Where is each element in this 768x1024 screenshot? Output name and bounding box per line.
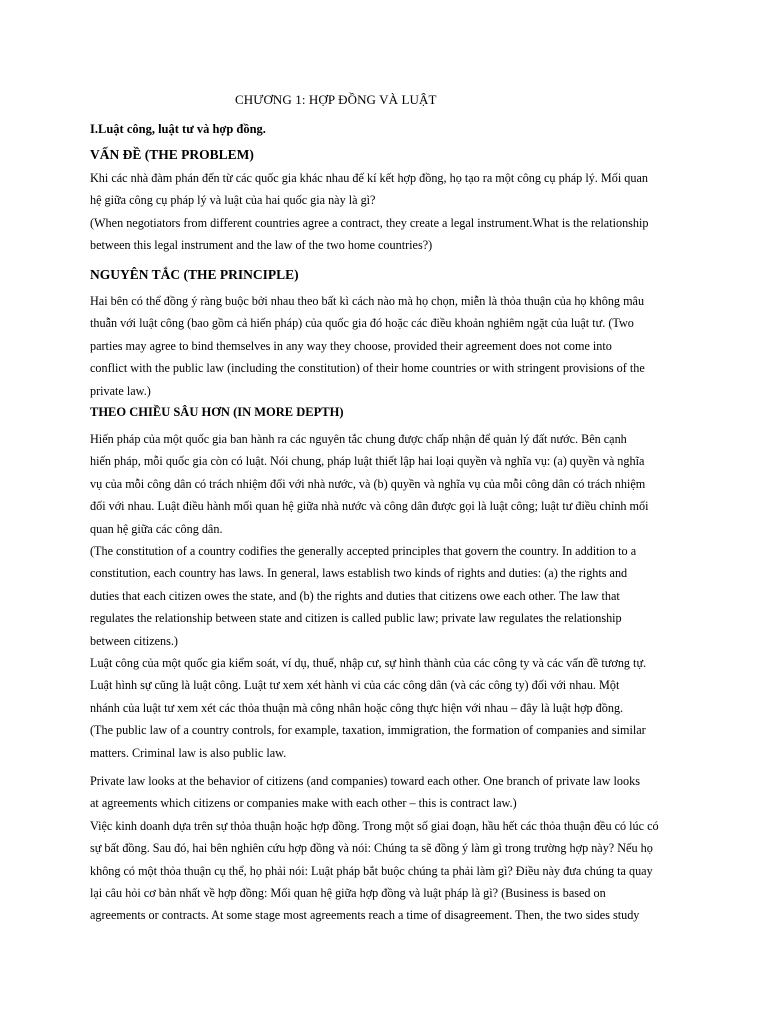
text-line: hệ giữa công cụ pháp lý và luật của hai quốc gia này là gì? <box>90 193 376 208</box>
text-line: conflict with the public law (including the constitution) of their home countries or with stringent provisions of the <box>90 361 645 376</box>
text-line: Hai bên có thể đồng ý ràng buộc bởi nhau theo bất kì cách nào mà họ chọn, miễn là thỏa thuận của họ không mâu <box>90 294 645 308</box>
problem-heading: VẤN ĐỀ (THE PROBLEM) <box>90 147 254 162</box>
text-line: duties that each citizen owes the state, and (b) the rights and duties that citizens owe each other. The law that <box>90 588 620 603</box>
depth-heading: THEO CHIỀU SÂU HƠN (IN MORE DEPTH) <box>90 405 344 419</box>
text-line: lại câu hỏi cơ bản nhất về hợp đồng: Mối quan hệ giữa hợp đồng và luật pháp là gì? (Business is based on <box>90 886 606 901</box>
text-line: Khi các nhà đàm phán đến từ các quốc gia khác nhau để kí kết hợp đồng, họ tạo ra một công cụ pháp lý. Mối quan <box>90 171 648 185</box>
text-line: sự bất đồng. Sau đó, hai bên nghiên cứu hợp đồng và nói: Chúng ta sẽ đồng ý làm gì trong trường hợp này? Nếu họ <box>90 841 653 856</box>
text-line: vụ của mỗi công dân có trách nhiệm đối với nhà nước, và (b) quyền và nghĩa vụ của mỗi công dân có trách nhiệm <box>90 476 646 491</box>
text-line: Việc kinh doanh dựa trên sự thỏa thuận hoặc hợp đồng. Trong một số giai đoạn, hầu hết các thỏa thuận đều có lúc có <box>90 818 659 833</box>
principle-paragraph <box>90 290 668 402</box>
private-law-paragraph <box>90 770 668 927</box>
document-page <box>90 0 665 1024</box>
text-line: private law.) <box>90 383 151 398</box>
text-line: constitution, each country has laws. In general, laws establish two kinds of rights and duties: (a) the rights and <box>90 566 628 581</box>
text-line: (The public law of a country controls, for example, taxation, immigration, the formation of companies and similar <box>90 723 646 738</box>
text-line: Hiến pháp của một quốc gia ban hành ra các nguyên tắc chung được chấp nhận để quản lý đất nước. Bên cạnh <box>90 432 627 446</box>
section-heading-public-private-law: I.Luật công, luật tư và hợp đồng. <box>90 122 266 136</box>
text-line: between citizens.) <box>90 633 178 648</box>
text-line: (The constitution of a country codifies the generally accepted principles that govern the country. In addition to a <box>90 544 637 559</box>
chapter-title: CHƯƠNG 1: HỢP ĐỒNG VÀ LUẬT <box>235 92 437 107</box>
text-line: Luật hình sự cũng là luật công. Luật tư xem xét hành vi của các công dân (và các công ty) đối với nhau. Một <box>90 678 620 693</box>
problem-paragraph <box>90 167 668 257</box>
text-line: thuẫn với luật công (bao gồm cả hiến pháp) của quốc gia đó hoặc các điều khoản nghiêm ngặt của luật tư. (Two <box>90 316 634 331</box>
text-line: agreements or contracts. At some stage most agreements reach a time of disagreement. Then, the two sides study <box>90 908 640 923</box>
text-line: đối với nhau. Luật điều hành mối quan hệ giữa nhà nước và công dân được gọi là luật công; luật tư điều chỉnh mối <box>90 499 649 514</box>
principle-heading: NGUYÊN TẮC (THE PRINCIPLE) <box>90 267 299 282</box>
text-line: Luật công của một quốc gia kiểm soát, ví dụ, thuế, nhập cư, sự hình thành của các công ty và các vấn đề tương tự. <box>90 656 647 671</box>
text-line: Private law looks at the behavior of citizens (and companies) toward each other. One branch of private law looks <box>90 774 640 788</box>
text-line: hiến pháp, mỗi quốc gia còn có luật. Nói chung, pháp luật thiết lập hai loại quyền và nghĩa vụ: (a) quyền và nghĩa <box>90 454 645 469</box>
text-line: at agreements which citizens or companies make with each other – this is contract law.) <box>90 796 517 811</box>
text-line: regulates the relationship between state and citizen is called public law; private law regulates the relationship <box>90 611 622 626</box>
text-line: (When negotiators from different countries agree a contract, they create a legal instrument.What is the relationship <box>90 215 649 230</box>
text-line: quan hệ giữa các công dân. <box>90 521 223 536</box>
text-line: between this legal instrument and the law of the two home countries?) <box>90 238 433 253</box>
text-line: matters. Criminal law is also public law. <box>90 745 287 760</box>
text-line: nhánh của luật tư xem xét các thỏa thuận mà công nhân hoặc công thực hiện với nhau – đây là luật hợp đồng. <box>90 700 624 715</box>
text-line: không có một thỏa thuận cụ thể, họ phải nói: Luật pháp bắt buộc chúng ta phải làm gì? Điều này đưa chúng ta quay <box>90 863 653 878</box>
depth-paragraph <box>90 428 668 764</box>
text-line: parties may agree to bind themselves in any way they choose, provided their agreement does not come into <box>90 338 612 353</box>
